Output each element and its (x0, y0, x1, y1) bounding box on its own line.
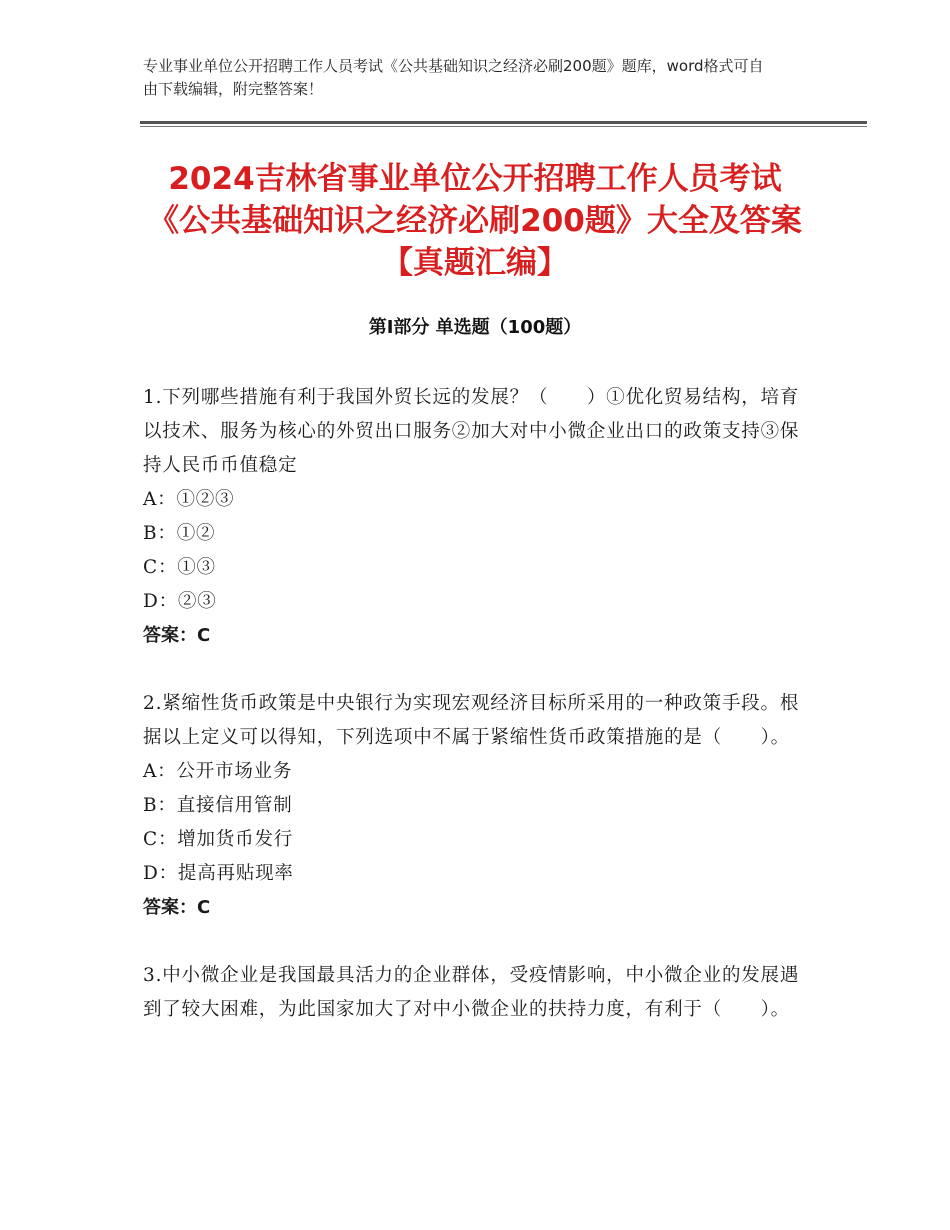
header-note: 专业事业单位公开招聘工作人员考试《公共基础知识之经济必刷200题》题库，word格式可自由下载编辑，附完整答案！ (143, 57, 764, 98)
answer: 答案：C (143, 625, 211, 646)
option-a: A：公开市场业务 (143, 761, 293, 782)
header-rule-thin (140, 126, 867, 127)
question-1 (143, 381, 803, 653)
question-2 (143, 687, 803, 925)
option-d: D：②③ (143, 591, 217, 612)
document-title: 2024吉林省事业单位公开招聘工作人员考试《公共基础知识之经济必刷200题》大全及答案【真题汇编】 (148, 161, 802, 281)
question-3 (143, 959, 803, 1027)
option-a: A：①②③ (143, 489, 235, 510)
option-c: C：①③ (143, 557, 216, 578)
question-list (143, 381, 803, 1027)
question-spacer (143, 653, 803, 687)
option-c: C：增加货币发行 (143, 829, 294, 850)
option-b: B：直接信用管制 (143, 795, 293, 816)
answer: 答案：C (143, 897, 211, 918)
section-heading: 第Ⅰ部分 单选题（100题） (368, 317, 582, 338)
question-stem: 1.下列哪些措施有利于我国外贸长远的发展？（ ）①优化贸易结构，培育以技术、服务为核心的外贸出口服务②加大对中小微企业出口的政策支持③保持人民币币值稳定 (143, 387, 800, 476)
question-spacer (143, 925, 803, 959)
header-rule-thick (140, 121, 867, 124)
option-b: B：①② (143, 523, 216, 544)
question-stem: 3.中小微企业是我国最具活力的企业群体，受疫情影响，中小微企业的发展遇到了较大困难，为此国家加大了对中小微企业的扶持力度，有利于（ ）。 (143, 965, 800, 1020)
question-stem: 2.紧缩性货币政策是中央银行为实现宏观经济目标所采用的一种政策手段。根据以上定义可以得知，下列选项中不属于紧缩性货币政策措施的是（ ）。 (143, 693, 800, 748)
option-d: D：提高再贴现率 (143, 863, 294, 884)
